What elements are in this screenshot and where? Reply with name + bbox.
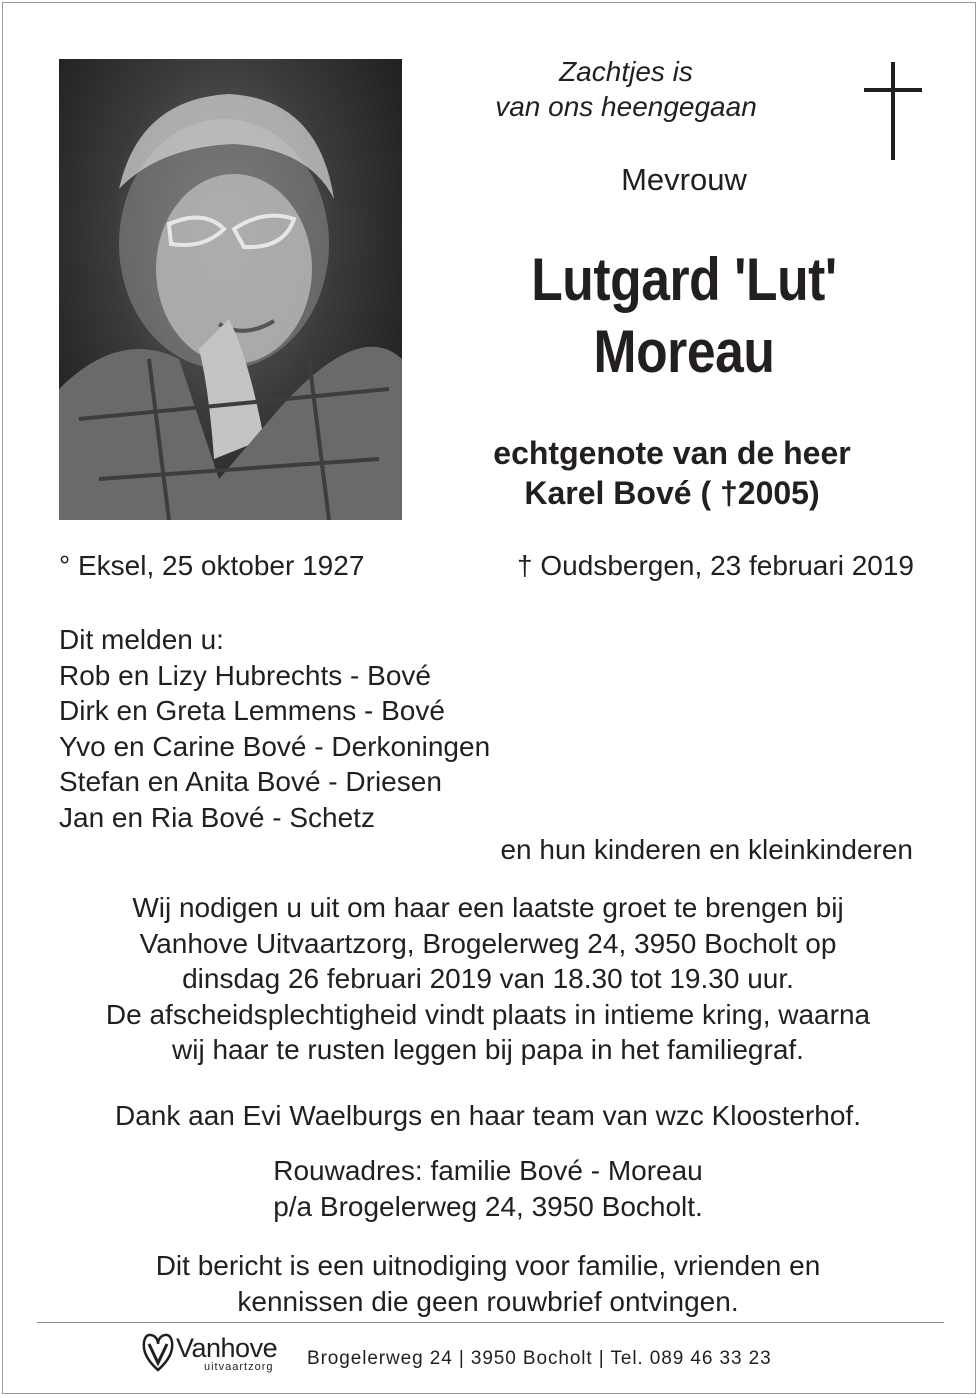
portrait-silhouette xyxy=(59,59,402,520)
latin-cross-icon xyxy=(864,62,922,160)
logo-subtitle: uitvaartzorg xyxy=(204,1361,274,1373)
family-member: Dirk en Greta Lemmens - Bové xyxy=(59,695,445,726)
invitation-line: De afscheidsplechtigheid vindt plaats in intieme kring, waarna xyxy=(105,998,871,1030)
family-tail: en hun kinderen en kleinkinderen xyxy=(500,834,913,865)
vanhove-logo-icon xyxy=(140,1330,176,1372)
spouse-line: Karel Bové ( †2005) xyxy=(524,475,820,511)
spouse-info xyxy=(440,433,904,513)
name-line: Moreau xyxy=(593,318,775,385)
family-member: Stefan en Anita Bové - Driesen xyxy=(59,766,442,797)
family-heading: Dit melden u: xyxy=(59,624,224,655)
footer-divider xyxy=(37,1322,944,1323)
death-date: † Oudsbergen, 23 februari 2019 xyxy=(517,550,914,581)
intro-text xyxy=(440,54,812,124)
address-line: p/a Brogelerweg 24, 3950 Bocholt. xyxy=(273,1190,703,1222)
notice-line: Dit bericht is een uitnodiging voor familie, vrienden en xyxy=(155,1250,821,1281)
invitation-line: dinsdag 26 februari 2019 van 18.30 tot 19.30 uur. xyxy=(182,963,794,994)
invitation-line: wij haar te rusten leggen bij papa in het familiegraf. xyxy=(172,1034,804,1065)
family-list xyxy=(59,622,490,835)
family-member: Rob en Lizy Hubrechts - Bové xyxy=(59,659,431,691)
honorific: Mevrouw xyxy=(621,162,747,197)
notice-text xyxy=(40,1248,936,1319)
family-member: Jan en Ria Bové - Schetz xyxy=(59,801,375,833)
invitation-line: Wij nodigen u uit om haar een laatste groet te brengen bij xyxy=(132,892,844,923)
intro-line: van ons heengegaan xyxy=(495,91,757,122)
family-member: Yvo en Carine Bové - Derkoningen xyxy=(59,730,491,762)
intro-line: Zachtjes is xyxy=(559,56,693,87)
portrait-photo xyxy=(59,59,402,520)
thanks-text: Dank aan Evi Waelburgs en haar team van wzc Kloosterhof. xyxy=(114,1100,861,1131)
deceased-name xyxy=(474,244,894,388)
mourning-address xyxy=(40,1153,936,1224)
address-line: Rouwadres: familie Bové - Moreau xyxy=(273,1155,703,1186)
invitation-line: Vanhove Uitvaartzorg, Brogelerweg 24, 3950 Bocholt op xyxy=(139,927,837,959)
logo-name: Vanhove xyxy=(176,1333,278,1363)
spouse-line: echtgenote van de heer xyxy=(493,435,851,471)
birth-date: ° Eksel, 25 oktober 1927 xyxy=(59,550,365,581)
notice-line: kennissen die geen rouwbrief ontvingen. xyxy=(237,1285,739,1317)
name-line: Lutgard 'Lut' xyxy=(531,246,837,313)
footer-contact: Brogelerweg 24 | 3950 Bocholt | Tel. 089 46 33 23 xyxy=(307,1348,772,1369)
invitation-text xyxy=(40,890,936,1068)
funeral-home-logo xyxy=(140,1330,300,1376)
